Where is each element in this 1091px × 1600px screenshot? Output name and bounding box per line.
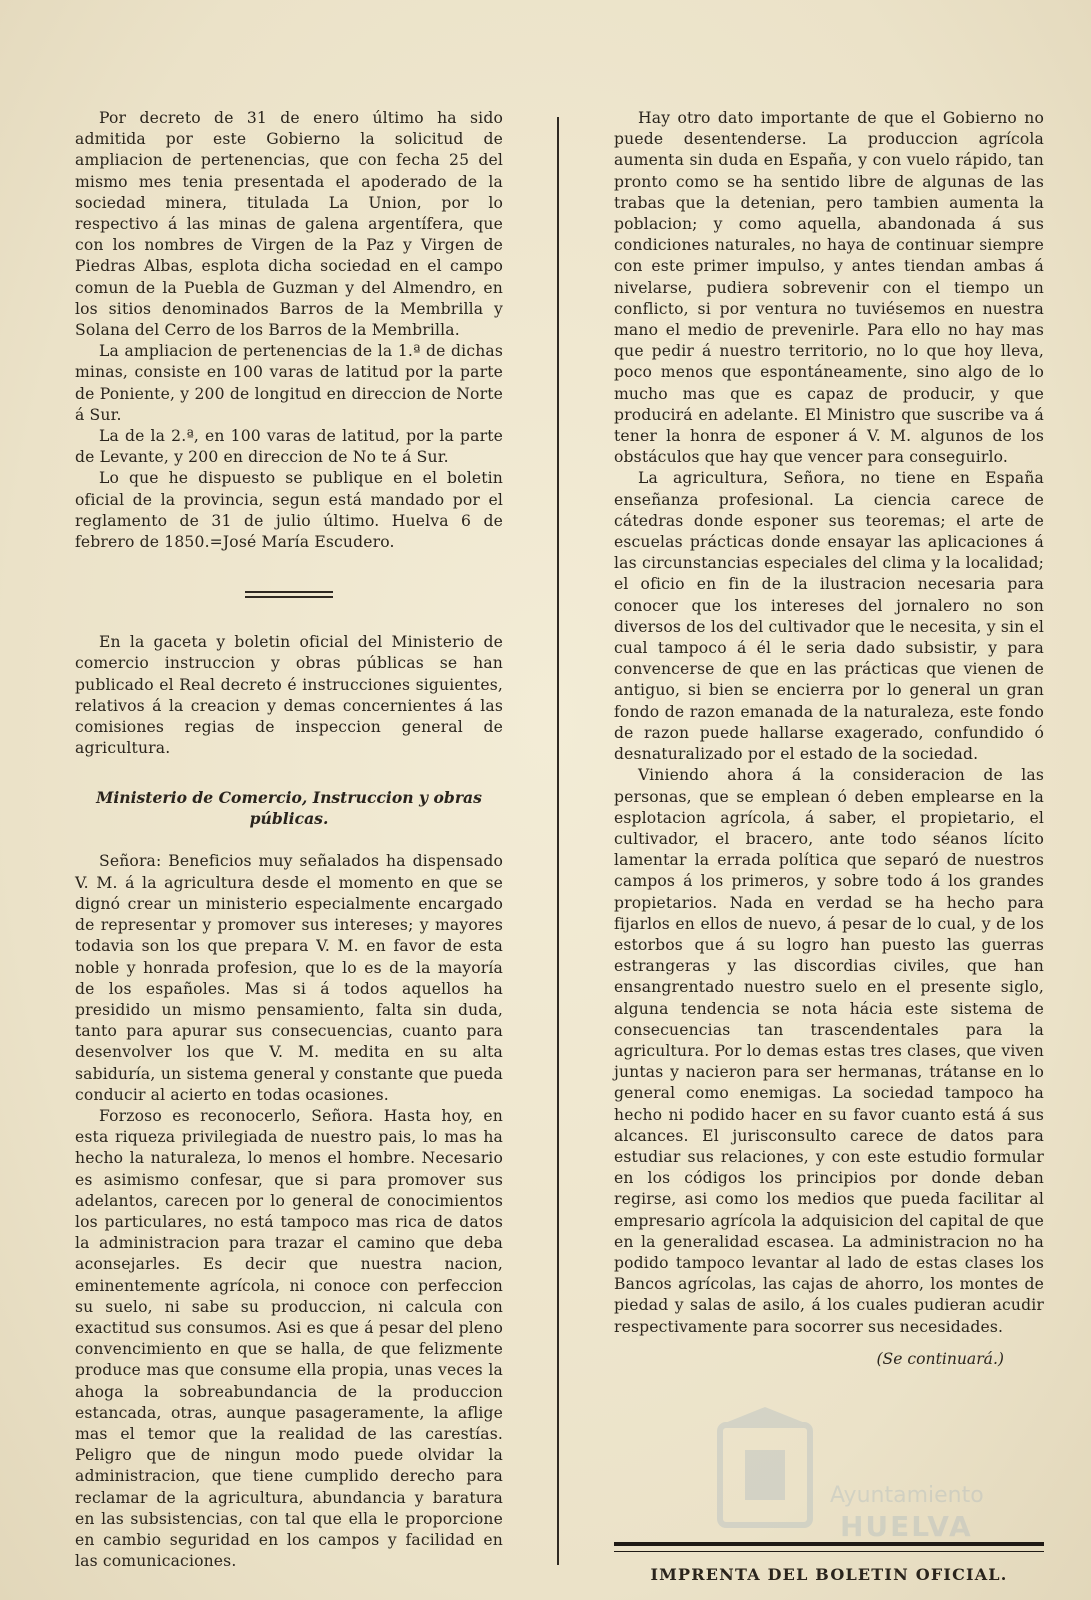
body-paragraph-1: Señora: Beneficios muy señalados ha dispensado V. M. á la agricultura desde el momento en que se dignó crear un ministerio especialmente encargado de representar y promover sus intereses; y mayores todavia son los que prepara V. M. en favor de esta noble y honrada profesion, que lo es de la mayoría de los españoles. Mas si á todos aquellos ha presidido un mismo pensamiento, falta sin duda, tanto para apurar sus consecuencias, cuanto para desenvolver los que V. M. medita en su alta sabiduría, un sistema general y constante que pueda conducir al acierto en todas ocasiones. (75, 852, 503, 1104)
left-column (75, 108, 503, 1572)
ministry-heading: Ministerio de Comercio, Instruccion y obras públicas. (96, 788, 482, 829)
archive-watermark (710, 1405, 1040, 1545)
watermark-line-1: Ayuntamiento (830, 1483, 984, 1508)
right-paragraph-1: Hay otro dato importante de que el Gobierno no puede desentenderse. La produccion agrícola aumenta sin duda en España, y con vuelo rápido, tan pronto como se ha sentido libre de algunas de las trabas que la detenian, pero tambien aumenta la poblacion; y como aquella, abandonada á sus condiciones naturales, no haya de continuar siempre con este primer impulso, y antes tiendan ambas á nivelarse, pudiera sobrevenir con el tiempo un conflicto, si por ventura no tuviésemos en nuestra mano el medio de prevenirle. Para ello no hay mas que pedir á nuestro territorio, no lo que hoy lleva, poco menos que espontáneamente, sino algo de lo mucho mas que es capaz de producir, y que producirá en adelante. El Ministro que suscribe va á tener la honra de esponer á V. M. algunos de los obstáculos que hay que vencer para conseguirlo. (614, 109, 1044, 467)
gazette-intro: En la gaceta y boletin oficial del Ministerio de comercio instruccion y obras públicas se han publicado el Real decreto é instrucciones siguientes, relativos á la creacion y demas concernientes á las comisiones regias de inspeccion general de agricultura. (75, 633, 503, 758)
footer-double-rule (614, 1542, 1044, 1552)
column-divider (557, 117, 559, 1565)
continued-note: (Se continuará.) (876, 1349, 1004, 1368)
watermark-emblem-icon (710, 1405, 820, 1535)
decree-paragraph-3: La de la 2.ª, en 100 varas de latitud, por la parte de Levante, y 200 en direccion de No te á Sur. (75, 427, 503, 467)
imprint-line: IMPRENTA DEL BOLETIN OFICIAL. (650, 1565, 1008, 1584)
section-separator (245, 591, 333, 598)
right-paragraph-2: La agricultura, Señora, no tiene en España enseñanza profesional. La ciencia carece de cátedras donde esponer sus teoremas; el arte de escuelas prácticas donde ensayar las aplicaciones á las circunstancias especiales del clima y la localidad; el oficio en fin de la ilustracion necesaria para conocer que los intereses del jornalero no son diversos de los del cultivador que le necesita, y sin el cual tampoco á él le seria dado subsistir, y para convencerse de que en las prácticas que vienen de antiguo, si bien se encierra por lo general un gran fondo de razon emanada de la naturaleza, este fondo de razon puede hallarse exagerado, confundido ó desnaturalizado por el estado de la sociedad. (614, 469, 1044, 764)
right-paragraph-3: Viniendo ahora á la consideracion de las personas, que se emplean ó deben emplearse en la esplotacion agrícola, á saber, el propietario, el cultivador, el bracero, ante todo séanos lícito lamentar la errada política que separó de nuestros campos á los primeros, y sobre todo á los grandes propietarios. Nada en verdad se ha hecho para fijarlos en ellos de nuevo, á pesar de lo cual, y de los estorbos que á su logro han puesto las guerras estrangeras y las discordias civiles, que han ensangrentado nuestro suelo en el presente siglo, alguna tendencia se nota hácia este sistema de consecuencias tan trascendentales para la agricultura. Por lo demas estas tres clases, que viven juntas y nacieron para ser hermanas, trátanse en lo general como enemigas. La sociedad tampoco ha hecho ni podido hacer en su favor cuanto está á sus alcances. El jurisconsulto carece de datos para estudiar sus relaciones, y con este estudio formular en los códigos los principios por donde deban regirse, asi como los medios que pueda facilitar al empresario agrícola la adquisicion del capital de que en la generalidad escasea. La administracion no ha podido tampoco levantar al lado de estas clases los Bancos agrícolas, las cajas de ahorro, los montes de piedad y salas de asilo, á los cuales pudieran acudir respectivamente para socorrer sus necesidades. (614, 766, 1044, 1336)
decree-paragraph-1: Por decreto de 31 de enero último ha sido admitida por este Gobierno la solicitud de ampliacion de pertenencias, que con fecha 25 del mismo mes tenia presentada el apoderado de la sociedad minera, titulada La Union, por lo respectivo á las minas de galena argentífera, que con los nombres de Virgen de la Paz y Virgen de Piedras Albas, esplota dicha sociedad en el campo comun de la Puebla de Guzman y del Almendro, en los sitios denominados Barros de la Membrilla y Solana del Cerro de los Barros de la Membrilla. (75, 109, 503, 340)
watermark-line-2: HUELVA (840, 1510, 973, 1543)
right-column (614, 108, 1044, 1368)
decree-paragraph-4: Lo que he dispuesto se publique en el boletin oficial de la provincia, segun está mandado por el reglamento de 31 de julio último. Huelva 6 de febrero de 1850.=José María Escudero. (75, 469, 503, 552)
decree-paragraph-2: La ampliacion de pertenencias de la 1.ª de dichas minas, consiste en 100 varas de latitud por la parte de Poniente, y 200 de longitud en direccion de Norte á Sur. (75, 342, 503, 424)
body-paragraph-2: Forzoso es reconocerlo, Señora. Hasta hoy, en esta riqueza privilegiada de nuestro pais, lo mas ha hecho la naturaleza, lo menos el hombre. Necesario es asimismo confesar, que si para promover sus adelantos, carecen por lo general de conocimientos los particulares, no está tampoco mas rica de datos la administracion para trazar el camino que deba aconsejarles. Es decir que nuestra nacion, eminentemente agrícola, ni conoce con perfeccion su suelo, ni sabe su produccion, ni calcula con exactitud sus consumos. Asi es que á pesar del pleno convencimiento en que se halla, de que felizmente produce mas que consume ella propia, unas veces la ahoga la sobreabundancia de la produccion estancada, otras, aunque pasageramente, la aflige mas el temor que la realidad de las carestías. Peligro que de ningun modo puede olvidar la administracion, que tiene cumplido derecho para reclamar de la agricultura, abundancia y baratura en las subsistencias, con tal que ella le proporcione en cambio seguridad en los campos y facilidad en las comunicaciones. (75, 1106, 503, 1571)
